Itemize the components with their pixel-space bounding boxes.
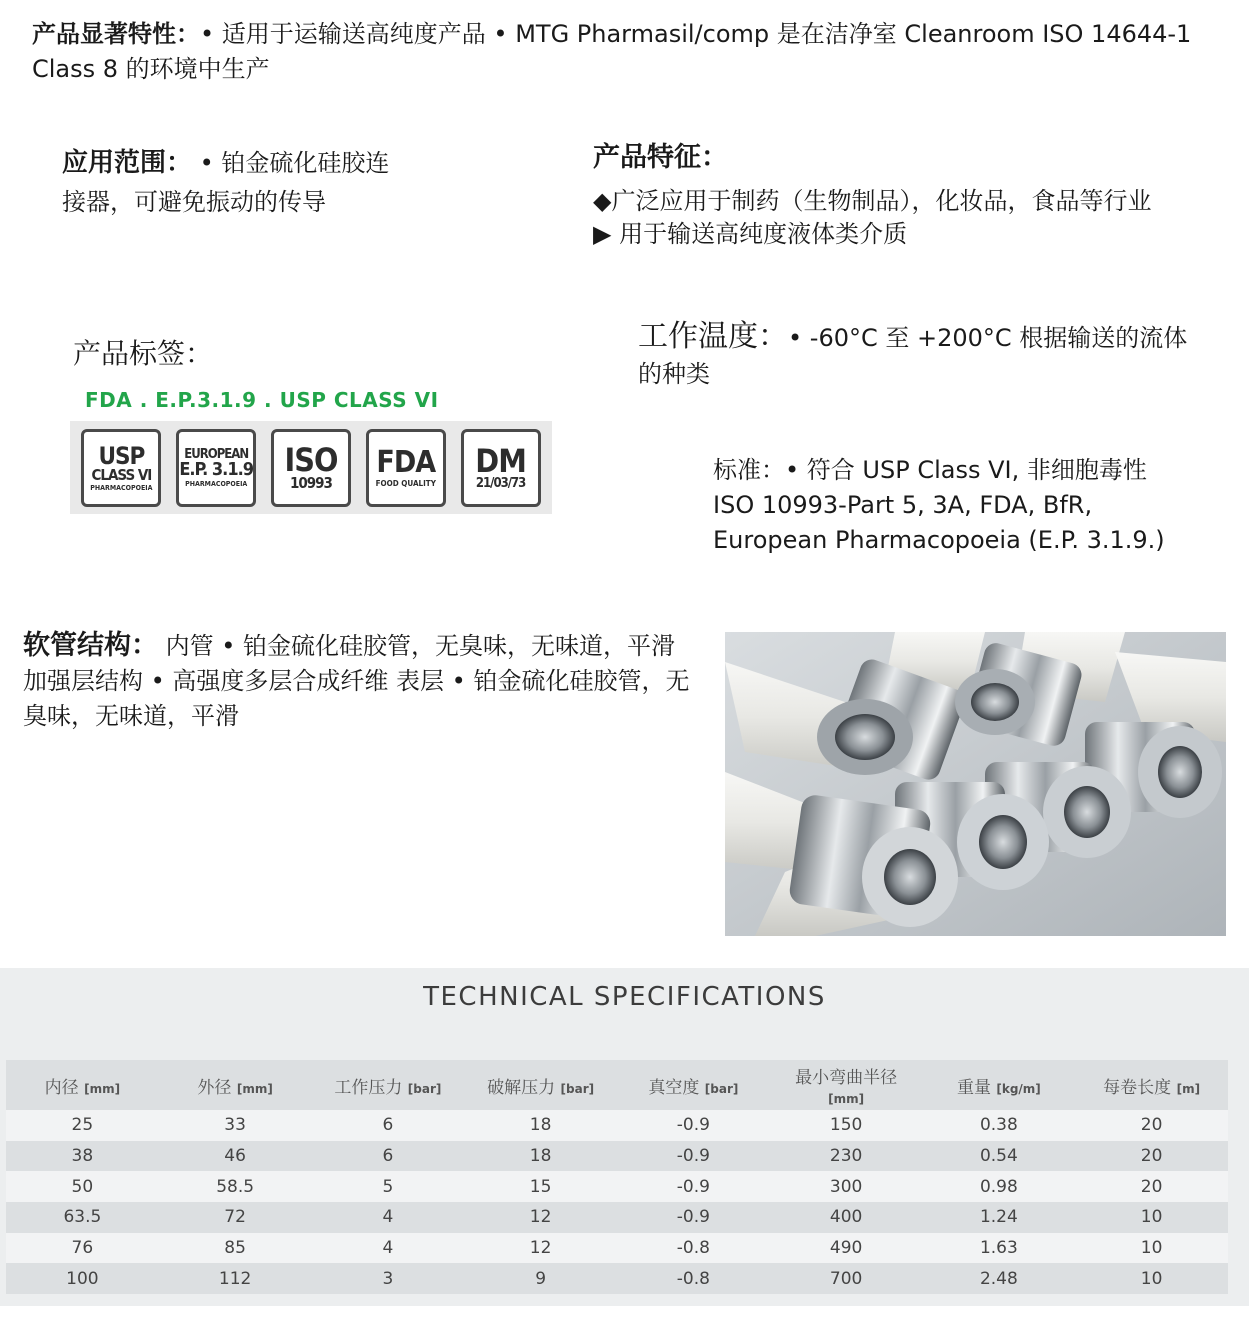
standard-text: • 符合 USP Class VI, 非细胞毒性 ISO 10993-Part 5, 3A, FDA, BfR, European Pharmacopoeia (E.P. 3.1.9.) bbox=[713, 456, 1165, 554]
hose-fittings-photo bbox=[725, 632, 1226, 936]
table-cell: -0.8 bbox=[617, 1233, 770, 1264]
table-cell: 10 bbox=[1075, 1263, 1228, 1294]
fda-badge-l1: FDA bbox=[376, 444, 436, 480]
temperature-text: • -60°C 至 +200°C 根据输送的流体的种类 bbox=[638, 324, 1188, 388]
table-row bbox=[6, 1171, 1228, 1202]
iso-badge-l2: 10993 bbox=[290, 474, 332, 492]
table-cell: 15 bbox=[464, 1171, 617, 1202]
col-header-burst-pressure bbox=[464, 1060, 617, 1110]
table-cell: 12 bbox=[464, 1202, 617, 1233]
hose-fittings-illustration bbox=[725, 632, 1226, 936]
usp-badge-l3: PHARMACOPOEIA bbox=[90, 483, 153, 492]
table-cell: 25 bbox=[6, 1110, 159, 1141]
col-unit: [mm] bbox=[84, 1081, 121, 1096]
standard-section bbox=[713, 453, 1193, 558]
table-cell: 0.38 bbox=[923, 1110, 1076, 1141]
table-cell: 63.5 bbox=[6, 1202, 159, 1233]
table-cell: 18 bbox=[464, 1110, 617, 1141]
structure-label: 软管结构： bbox=[23, 630, 158, 661]
structure-section bbox=[23, 628, 703, 734]
table-cell: 10 bbox=[1075, 1233, 1228, 1264]
product-features-section bbox=[593, 140, 1213, 251]
product-features-line2: ▶ 用于输送高纯度液体类介质 bbox=[593, 220, 908, 248]
table-cell: 20 bbox=[1075, 1141, 1228, 1172]
table-cell: 10 bbox=[1075, 1202, 1228, 1233]
iso-badge bbox=[271, 429, 351, 507]
application-text: • 铂金硫化硅胶连接器，可避免振动的传导 bbox=[62, 149, 390, 216]
spec-table-header-row bbox=[6, 1060, 1228, 1110]
tags-line: FDA . E.P.3.1.9 . USP CLASS VI bbox=[85, 388, 439, 412]
table-cell: -0.9 bbox=[617, 1110, 770, 1141]
col-unit: [bar] bbox=[704, 1081, 739, 1096]
table-row bbox=[6, 1233, 1228, 1264]
application-section bbox=[62, 144, 392, 222]
col-unit: [mm] bbox=[828, 1091, 865, 1106]
dm-badge-l2: 21/03/73 bbox=[475, 476, 526, 491]
col-unit: [mm] bbox=[236, 1081, 273, 1096]
table-cell: 38 bbox=[6, 1141, 159, 1172]
table-cell: 58.5 bbox=[159, 1171, 312, 1202]
structure-text: 内管 • 铂金硫化硅胶管，无臭味，无味道，平滑 加强层结构 • 高强度多层合成纤维 表层 • 铂金硫化硅胶管，无臭味，无味道，平滑 bbox=[23, 632, 690, 730]
col-header-weight bbox=[923, 1060, 1076, 1110]
col-header-vacuum bbox=[617, 1060, 770, 1110]
table-cell: -0.9 bbox=[617, 1141, 770, 1172]
application-label: 应用范围： bbox=[62, 148, 193, 178]
col-unit: [m] bbox=[1176, 1081, 1201, 1096]
col-name: 内径 bbox=[44, 1077, 79, 1098]
table-cell: -0.8 bbox=[617, 1263, 770, 1294]
fda-badge-l2: FOOD QUALITY bbox=[375, 478, 436, 488]
table-cell: 5 bbox=[312, 1171, 465, 1202]
col-name: 重量 bbox=[956, 1077, 991, 1098]
col-unit: [kg/m] bbox=[996, 1081, 1041, 1096]
table-cell: 100 bbox=[6, 1263, 159, 1294]
table-row bbox=[6, 1263, 1228, 1294]
ep-badge-l3: PHARMACOPOEIA bbox=[185, 479, 248, 488]
usp-badge bbox=[81, 429, 161, 507]
table-cell: 0.98 bbox=[923, 1171, 1076, 1202]
features-text: • 适用于运输送高纯度产品 • MTG Pharmasil/comp 是在洁净室 Cleanroom ISO 14644-1 Class 8 的环境中生产 bbox=[32, 20, 1192, 83]
table-row bbox=[6, 1110, 1228, 1141]
table-row bbox=[6, 1202, 1228, 1233]
table-cell: 1.24 bbox=[923, 1202, 1076, 1233]
standard-label: 标准： bbox=[713, 456, 785, 484]
table-cell: 3 bbox=[312, 1263, 465, 1294]
ep-badge-l1: EUROPEAN bbox=[184, 446, 249, 462]
spec-table bbox=[6, 1060, 1228, 1294]
usp-badge-l1: USP bbox=[98, 441, 145, 470]
table-cell: 4 bbox=[312, 1202, 465, 1233]
fda-badge bbox=[366, 429, 446, 507]
ep-badge bbox=[176, 429, 256, 507]
table-cell: 9 bbox=[464, 1263, 617, 1294]
table-cell: 46 bbox=[159, 1141, 312, 1172]
col-unit: [bar] bbox=[560, 1081, 595, 1096]
spec-table-body bbox=[6, 1110, 1228, 1294]
table-cell: 300 bbox=[770, 1171, 923, 1202]
table-cell: 12 bbox=[464, 1233, 617, 1264]
temperature-label: 工作温度： bbox=[638, 319, 788, 354]
table-cell: 76 bbox=[6, 1233, 159, 1264]
table-cell: 85 bbox=[159, 1233, 312, 1264]
col-header-outer-diameter bbox=[159, 1060, 312, 1110]
product-features-line1: ◆广泛应用于制药（生物制品），化妆品，食品等行业 bbox=[593, 187, 1152, 215]
usp-badge-l2: CLASS VI bbox=[91, 465, 152, 484]
table-cell: 20 bbox=[1075, 1171, 1228, 1202]
table-cell: 50 bbox=[6, 1171, 159, 1202]
table-cell: 700 bbox=[770, 1263, 923, 1294]
temperature-section bbox=[638, 319, 1198, 392]
table-cell: 230 bbox=[770, 1141, 923, 1172]
col-name: 每卷长度 bbox=[1103, 1077, 1172, 1098]
dm-badge bbox=[461, 429, 541, 507]
col-name: 破解压力 bbox=[487, 1077, 556, 1098]
table-row bbox=[6, 1141, 1228, 1172]
col-unit: [bar] bbox=[407, 1081, 442, 1096]
technical-specifications-panel bbox=[0, 968, 1249, 1306]
col-name: 真空度 bbox=[648, 1077, 700, 1098]
col-name: 外径 bbox=[197, 1077, 232, 1098]
col-header-working-pressure bbox=[312, 1060, 465, 1110]
features-section bbox=[32, 17, 1222, 87]
table-cell: 6 bbox=[312, 1110, 465, 1141]
col-name: 工作压力 bbox=[334, 1077, 403, 1098]
specs-title: TECHNICAL SPECIFICATIONS bbox=[423, 982, 826, 1012]
table-cell: -0.9 bbox=[617, 1202, 770, 1233]
table-cell: 33 bbox=[159, 1110, 312, 1141]
table-cell: 2.48 bbox=[923, 1263, 1076, 1294]
table-cell: 400 bbox=[770, 1202, 923, 1233]
table-cell: 112 bbox=[159, 1263, 312, 1294]
table-cell: 72 bbox=[159, 1202, 312, 1233]
ep-badge-l2: E.P. 3.1.9 bbox=[179, 458, 254, 480]
certification-badges bbox=[70, 421, 552, 514]
table-cell: 18 bbox=[464, 1141, 617, 1172]
col-header-coil-length bbox=[1075, 1060, 1228, 1110]
iso-badge-l1: ISO bbox=[284, 441, 338, 479]
product-features-label: 产品特征： bbox=[593, 142, 728, 173]
table-cell: 6 bbox=[312, 1141, 465, 1172]
table-cell: 490 bbox=[770, 1233, 923, 1264]
table-cell: 4 bbox=[312, 1233, 465, 1264]
col-name: 最小弯曲半径 bbox=[795, 1067, 898, 1088]
table-cell: 20 bbox=[1075, 1110, 1228, 1141]
col-header-inner-diameter bbox=[6, 1060, 159, 1110]
tags-label: 产品标签： bbox=[73, 337, 214, 370]
features-label: 产品显著特性： bbox=[32, 20, 200, 48]
dm-badge-l1: DM bbox=[475, 442, 526, 480]
col-header-bend-radius bbox=[770, 1060, 923, 1110]
table-cell: 0.54 bbox=[923, 1141, 1076, 1172]
table-cell: 1.63 bbox=[923, 1233, 1076, 1264]
table-cell: -0.9 bbox=[617, 1171, 770, 1202]
table-cell: 150 bbox=[770, 1110, 923, 1141]
